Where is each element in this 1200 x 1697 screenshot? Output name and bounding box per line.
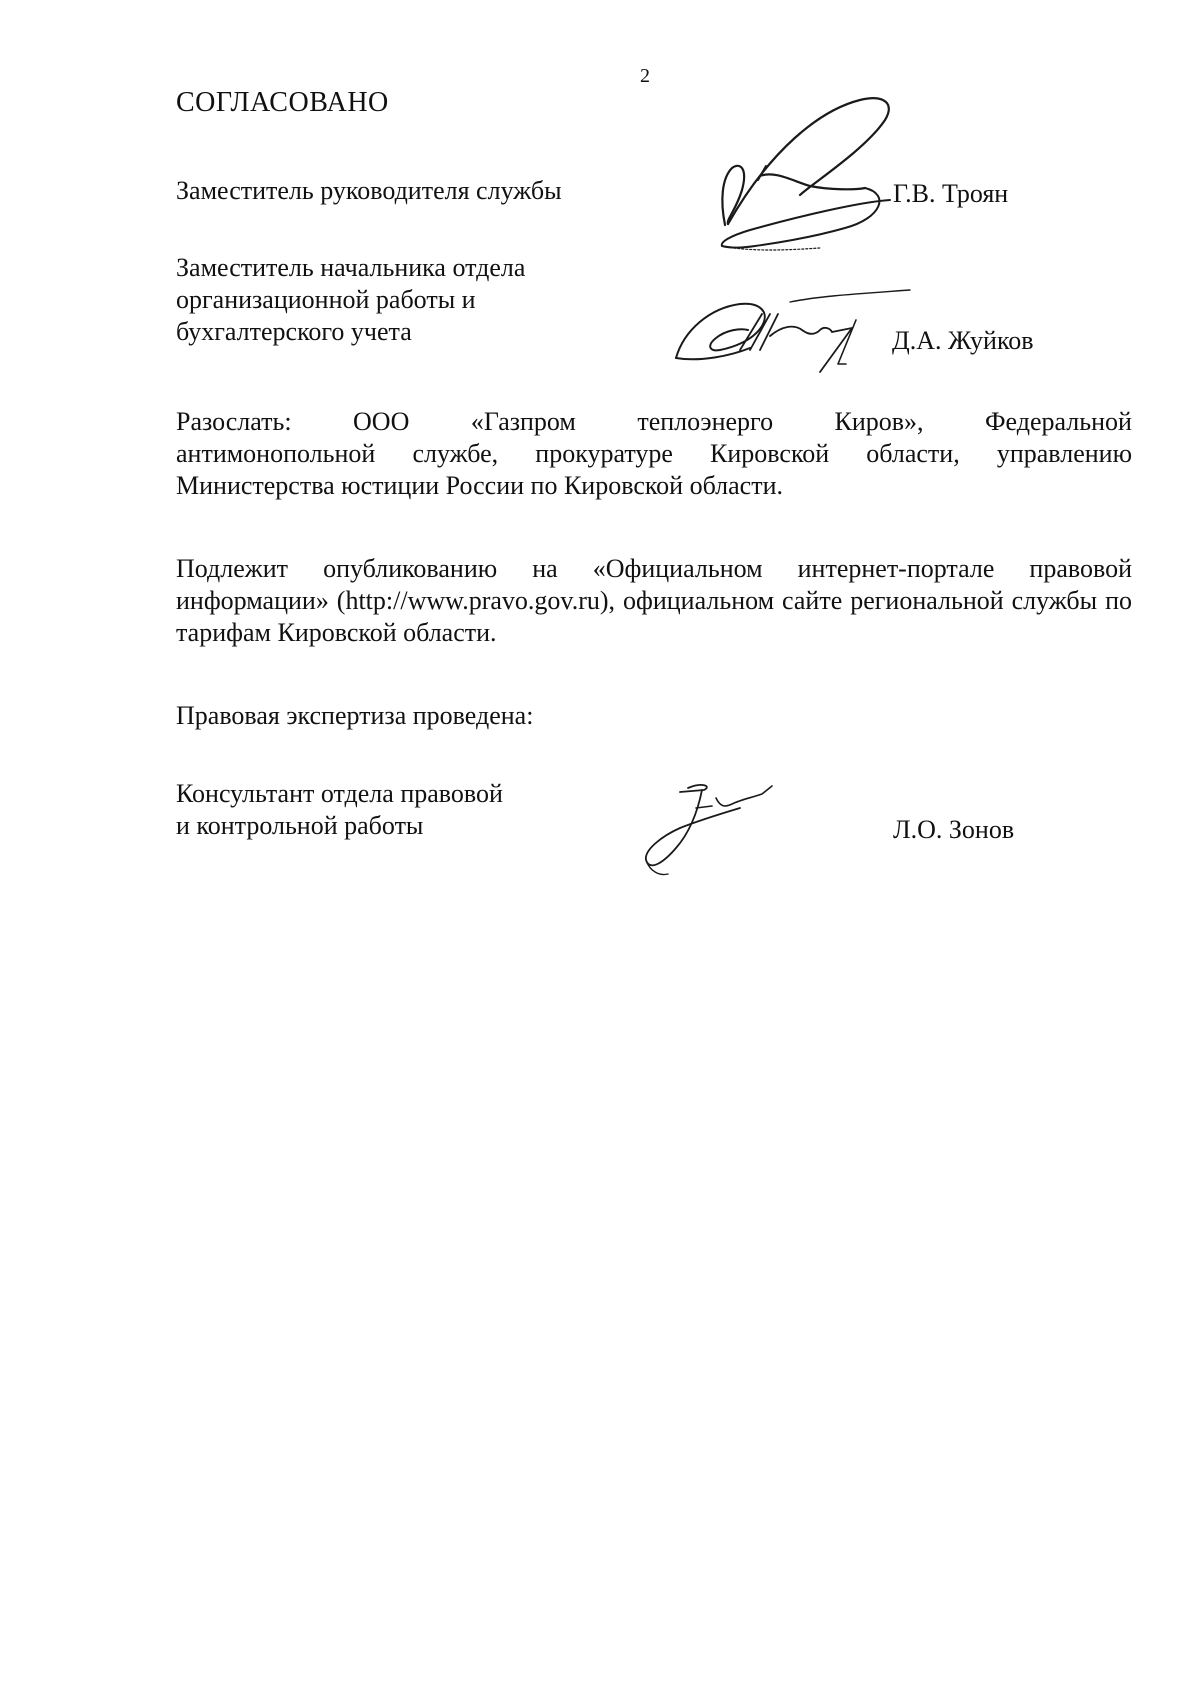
distribution-word-3: «Газпром <box>470 407 576 436</box>
approver-1-name: Г.В. Троян <box>893 179 1009 208</box>
distribution-text: антимонопольной службе, прокуратуре Кировской области, управлению Министерства юстиции России по Кировской области. <box>176 439 1132 500</box>
consultant-position-line-2: и контрольной работы <box>176 811 424 840</box>
approver-2-position-line-3: бухгалтерского учета <box>176 317 412 346</box>
consultant-signature-icon <box>640 780 780 880</box>
approver-2-position-line-2: организационной работы и <box>176 285 476 314</box>
distribution-word-1: Разослать: <box>176 407 292 436</box>
distribution-word-2: ООО <box>353 407 410 436</box>
consultant-name: Л.О. Зонов <box>893 815 1015 844</box>
approver-1-position: Заместитель руководителя службы <box>176 176 562 205</box>
approver-1-signature-icon <box>660 90 920 280</box>
distribution-word-4: теплоэнерго <box>637 407 774 436</box>
approver-2-name: Д.А. Жуйков <box>892 326 1034 355</box>
approver-2-position-line-1: Заместитель начальника отдела <box>176 253 526 282</box>
approval-heading: СОГЛАСОВАНО <box>176 87 389 118</box>
approver-2-signature-icon <box>670 290 920 380</box>
distribution-block <box>176 406 1132 502</box>
distribution-word-5: Киров», <box>834 407 924 436</box>
publication-paragraph: Подлежит опубликованию на «Официальном интернет-портале правовой информации» (http://www.pravo.gov.ru), официальном сайте региональной службы по тарифам Кировской области. <box>176 554 1132 647</box>
legal-review-label: Правовая экспертиза проведена: <box>176 701 534 730</box>
distribution-word-6: Федеральной <box>985 407 1132 436</box>
consultant-position-line-1: Консультант отдела правовой <box>176 779 503 808</box>
page-number: 2 <box>640 65 650 87</box>
distribution-first-line <box>176 406 1132 438</box>
